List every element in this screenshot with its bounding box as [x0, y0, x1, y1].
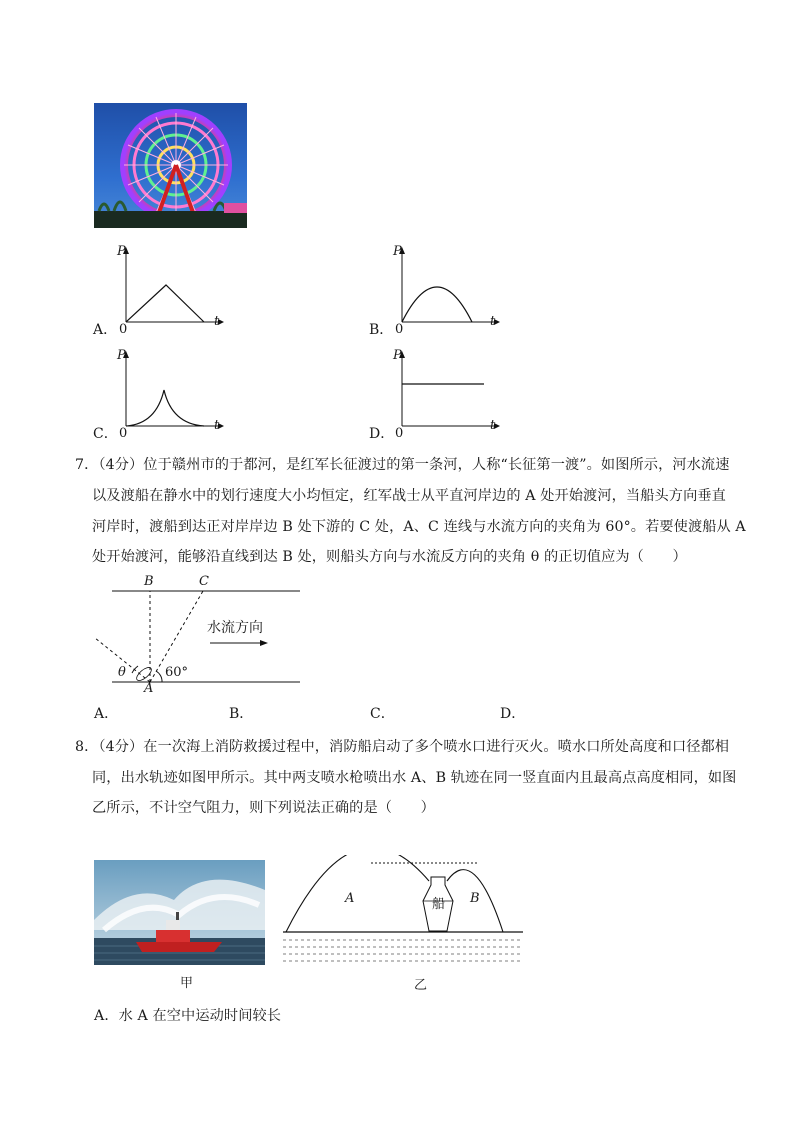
water-trajectory-diagram [283, 855, 523, 967]
trajectory-a-label: A [345, 891, 355, 906]
river-crossing-diagram [90, 570, 305, 700]
option-letter: B． [369, 322, 394, 338]
q7-option-a: A． [94, 706, 119, 722]
origin-label: 0 [395, 322, 404, 337]
point-a-label: A [144, 681, 154, 696]
point-b-label: B [144, 574, 154, 589]
theta-label: θ [118, 665, 126, 680]
q6-option-d [366, 346, 506, 446]
fireboat-photo [94, 860, 265, 965]
axis-x-label: t [214, 314, 220, 329]
axis-x-label: t [490, 418, 496, 433]
point-c-label: C [199, 574, 209, 589]
axis-x-label: t [490, 314, 496, 329]
axis-y-label: P [117, 244, 126, 259]
q7-line-1: 7．（4分）位于赣州市的于都河，是红军长征渡过的第一条河，人称“长征第一渡”。如图所示，河水流速 [75, 457, 730, 473]
origin-label: 0 [119, 322, 128, 337]
ferris-wheel-photo [94, 103, 247, 228]
q8-option-a: A．水 A 在空中运动时间较长 [94, 1008, 282, 1024]
q7-option-c: C． [370, 706, 395, 722]
q6-option-a [90, 242, 230, 342]
q7-line-4: 处开始渡河，能够沿直线到达 B 处，则船头方向与水流反方向的夹角 θ 的正切值应为（ ） [92, 549, 687, 565]
q8-line-3: 乙所示，不计空气阻力，则下列说法正确的是（ ） [92, 800, 435, 816]
option-letter: A． [93, 322, 118, 338]
q7-line-3: 河岸时，渡船到达正对岸岸边 B 处下游的 C 处，A、C 连线与水流方向的夹角为 60°。若要使渡船从 A [92, 519, 746, 535]
q6-option-c [90, 346, 230, 446]
q8-line-1: 8．（4分）在一次海上消防救援过程中，消防船启动了多个喷水口进行灭火。喷水口所处高度和口径都相 [75, 739, 730, 755]
q7-option-b: B． [229, 706, 254, 722]
q7-line-2: 以及渡船在静水中的划行速度大小均恒定，红军战士从平直河岸边的 A 处开始渡河，当船头方向垂直 [92, 488, 726, 504]
trajectory-b-label: B [470, 891, 480, 906]
axis-y-label: P [393, 244, 402, 259]
flow-direction-label: 水流方向 [207, 620, 263, 636]
boat-label: 船 [432, 897, 446, 912]
origin-label: 0 [119, 426, 128, 441]
axis-y-label: P [393, 348, 402, 363]
axis-x-label: t [214, 418, 220, 433]
origin-label: 0 [395, 426, 404, 441]
q8-line-2: 同，出水轨迹如图甲所示。其中两支喷水枪喷出水 A、B 轨迹在同一竖直面内且最高点高度相同，如图 [92, 770, 737, 786]
q7-option-d: D． [500, 706, 526, 722]
option-letter: D． [369, 426, 395, 442]
option-letter: C． [93, 426, 118, 442]
photo-caption-jia: 甲 [180, 976, 194, 991]
q6-option-b [366, 242, 506, 342]
figure-caption-yi: 乙 [414, 978, 428, 993]
angle-label: 60° [165, 665, 189, 680]
axis-y-label: P [117, 348, 126, 363]
